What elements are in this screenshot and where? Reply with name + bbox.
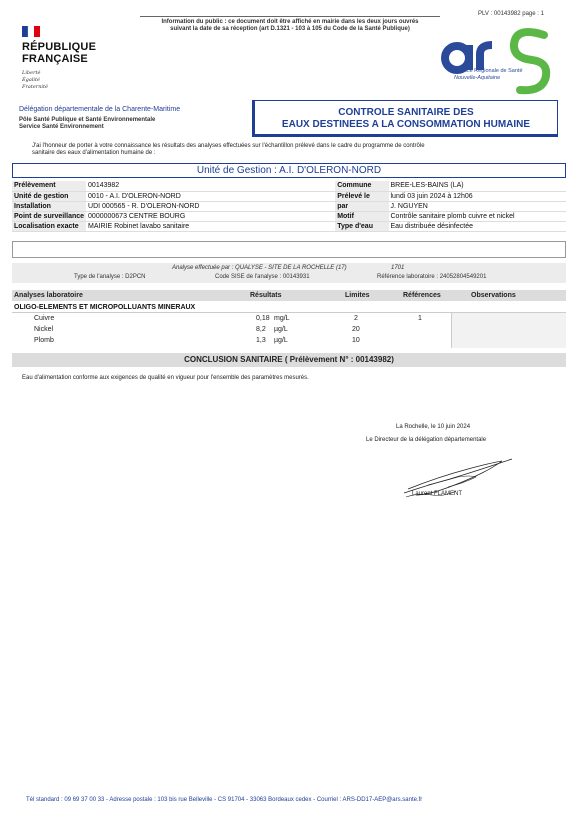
parameter-limit: 10: [352, 337, 360, 344]
results-header-results: Résultats: [250, 292, 282, 299]
parameter-name: Cuivre: [34, 315, 55, 322]
table-row: [12, 201, 566, 211]
info-value: Eau distribuée désinfectée: [389, 221, 567, 231]
table-row: [12, 335, 451, 346]
parameter-limit: 20: [352, 326, 360, 333]
info-value: MAIRIE Robinet lavabo sanitaire: [86, 221, 335, 231]
table-row: [12, 181, 566, 191]
document-title: [252, 100, 558, 137]
info-label: Unité de gestion: [12, 191, 86, 201]
conclusion-text: Eau d'alimentation conforme aux exigences de qualité en vigueur pour l'ensemble des paramètres mesurés.: [22, 375, 309, 381]
document-reference: PLV : 00143982 page : 1: [478, 11, 544, 17]
info-value: 0000000673 CENTRE BOURG: [86, 211, 335, 221]
signatory-role: Le Directeur de la délégation départementale: [366, 437, 487, 443]
ars-subtitle-2: Nouvelle-Aquitaine: [454, 75, 501, 81]
ars-logo: [440, 26, 554, 96]
table-row: [12, 191, 566, 201]
comment-box: [12, 241, 566, 258]
info-value: UDI 000565 - R. D'OLERON-NORD: [86, 201, 335, 211]
info-label: Localisation exacte: [12, 221, 86, 231]
analysis-lab-code: 1701: [391, 265, 405, 271]
parameter-reference: 1: [418, 315, 422, 322]
info-value: 00143982: [86, 181, 335, 191]
parameter-value: 1,3: [256, 337, 266, 344]
observations-column: [451, 313, 566, 348]
management-unit-bar: Unité de Gestion : A.I. D'OLERON-NORD: [12, 163, 566, 178]
signature-place-date: La Rochelle, le 10 juin 2024: [396, 424, 471, 430]
analysis-sise-code: Code SISE de l'analyse : 00143931: [215, 274, 310, 280]
info-label: Commune: [335, 181, 388, 191]
ars-subtitle-1: Agence Régionale de Santé: [454, 68, 523, 74]
table-row: [12, 313, 451, 324]
info-value: 0010 - A.I. D'OLERON-NORD: [86, 191, 335, 201]
document-title-line2: EAUX DESTINEES A LA CONSOMMATION HUMAINE: [281, 119, 531, 130]
public-notice-line2: suivant la date de sa réception (art D.1321 - 103 à 105 du Code de la Santé Publique): [170, 26, 410, 32]
document-title-line1: CONTROLE SANITAIRE DES: [338, 107, 474, 118]
intro-text: J'ai l'honneur de porter à votre connaissance les résultats des analyses effectuées sur l'échantillon prélevé dans le cadre du programme de contrôle sanitaire des eaux d'alimentation humaine de :: [32, 143, 425, 156]
table-row: [12, 324, 451, 335]
table-row: [12, 211, 566, 221]
info-label: Motif: [335, 211, 388, 221]
info-value: J. NGUYEN: [389, 201, 567, 211]
analysis-lab-reference: Référence laboratoire : 24052804549201: [377, 274, 487, 280]
results-header-limits: Limites: [345, 292, 370, 299]
table-row: [12, 221, 566, 231]
info-label: par: [335, 201, 388, 211]
signatory-name: Laurent FLAMENT: [412, 491, 463, 497]
public-notice: [140, 16, 440, 33]
results-header-references: Références: [403, 292, 441, 299]
public-notice-line1: Information du public : ce document doit être affiché en mairie dans les deux jours ouvrés: [161, 19, 419, 25]
delegation-name: Délégation départementale de la Charente-Maritime: [19, 106, 181, 113]
footer-contact: Tél standard : 09 69 37 00 33 - Adresse postale : 103 bis rue Belleville - CS 91704 - 33063 Bordeaux cedex - Courriel : ARS-DD17-AEP@ars.sante.fr: [26, 797, 423, 803]
info-label: Prélevé le: [335, 191, 388, 201]
info-label: Prélèvement: [12, 181, 86, 191]
info-label: Type d'eau: [335, 221, 388, 231]
republic-motto: Liberté Égalité Fraternité: [22, 70, 48, 90]
parameter-value: 0,18: [256, 315, 270, 322]
marianne-flag-icon: [22, 26, 40, 37]
conclusion-title: CONCLUSION SANITAIRE ( Prélèvement N° : 00143982): [12, 353, 566, 367]
info-value: BREE-LES-BAINS (LA): [389, 181, 567, 191]
parameter-name: Plomb: [34, 337, 54, 344]
service-name: Pôle Santé Publique et Santé Environnementale Service Santé Environnement: [19, 117, 156, 130]
results-group-title: OLIGO-ELEMENTS ET MICROPOLLUANTS MINERAUX: [12, 303, 566, 313]
results-header-analyses: Analyses laboratoire: [14, 292, 83, 299]
results-header-observations: Observations: [471, 292, 516, 299]
parameter-limit: 2: [354, 315, 358, 322]
republique-francaise-logo: RÉPUBLIQUE FRANÇAISE: [22, 41, 97, 65]
analysis-type: Type de l'analyse : D2PCN: [74, 274, 146, 280]
info-label: Point de surveillance: [14, 212, 85, 220]
sample-info-table: [12, 181, 566, 232]
info-label: Installation: [12, 201, 86, 211]
parameter-value: 8,2: [256, 326, 266, 333]
parameter-unit: mg/L: [274, 315, 290, 322]
parameter-name: Nickel: [34, 326, 54, 333]
info-value: lundi 03 juin 2024 à 12h06: [389, 191, 567, 201]
parameter-unit: µg/L: [274, 337, 288, 344]
analysis-lab: Analyse effectuée par : QUALYSE - SITE DE LA ROCHELLE (17): [172, 265, 347, 271]
info-value: Contrôle sanitaire plomb cuivre et nickel: [389, 211, 567, 221]
parameter-unit: µg/L: [274, 326, 288, 333]
